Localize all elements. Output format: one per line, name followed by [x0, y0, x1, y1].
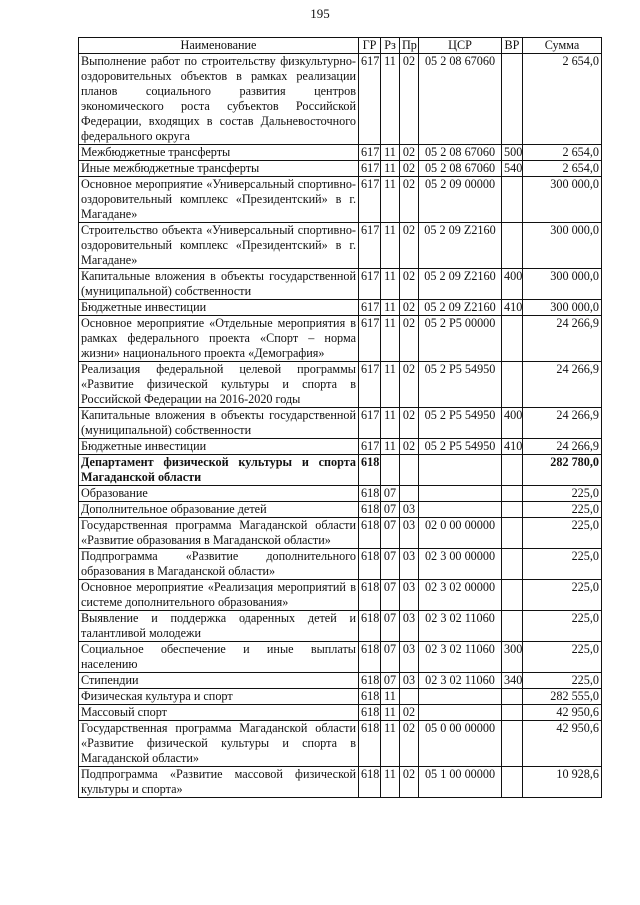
cell-sum: 300 000,0 [523, 300, 602, 316]
cell-rz: 07 [381, 642, 400, 673]
cell-name: Выполнение работ по строительству физкультурно-оздоровительных объектов в рамках реализации планов социального развития центров экономического роста субъектов Российской Федерации, входящих в состав Дальневосточного федерального округа [79, 54, 359, 145]
cell-vr: 500 [502, 145, 523, 161]
cell-pr: 03 [400, 518, 419, 549]
cell-sum: 225,0 [523, 502, 602, 518]
cell-rz: 11 [381, 705, 400, 721]
cell-rz: 11 [381, 408, 400, 439]
table-row [79, 549, 602, 580]
cell-name: Государственная программа Магаданской области «Развитие образования в Магаданской области» [79, 518, 359, 549]
cell-gr: 617 [359, 161, 381, 177]
cell-csr: 05 1 00 00000 [419, 767, 502, 798]
cell-rz [381, 455, 400, 486]
cell-csr: 05 2 08 67060 [419, 54, 502, 145]
cell-gr: 618 [359, 705, 381, 721]
cell-sum: 2 654,0 [523, 161, 602, 177]
cell-sum: 300 000,0 [523, 177, 602, 223]
table-row [79, 408, 602, 439]
cell-rz: 07 [381, 580, 400, 611]
table-row [79, 269, 602, 300]
table-row [79, 177, 602, 223]
cell-gr: 617 [359, 300, 381, 316]
cell-sum: 2 654,0 [523, 54, 602, 145]
cell-pr: 03 [400, 642, 419, 673]
cell-vr [502, 689, 523, 705]
cell-rz: 11 [381, 177, 400, 223]
cell-gr: 617 [359, 316, 381, 362]
cell-rz: 11 [381, 439, 400, 455]
cell-rz: 11 [381, 689, 400, 705]
table-row [79, 689, 602, 705]
cell-csr: 02 3 02 11060 [419, 673, 502, 689]
cell-name: Реализация федеральной целевой программы «Развитие физической культуры и спорта в Российской Федерации на 2016-2020 годы [79, 362, 359, 408]
cell-name: Строительство объекта «Универсальный спортивно-оздоровительный комплекс «Президентский» в г. Магадане» [79, 223, 359, 269]
table-row [79, 767, 602, 798]
cell-sum: 225,0 [523, 549, 602, 580]
cell-csr: 05 2 P5 54950 [419, 439, 502, 455]
header-csr: ЦСР [419, 38, 502, 54]
table-row [79, 705, 602, 721]
cell-pr: 03 [400, 673, 419, 689]
cell-name: Капитальные вложения в объекты государственной (муниципальной) собственности [79, 408, 359, 439]
cell-sum: 225,0 [523, 611, 602, 642]
cell-pr: 02 [400, 269, 419, 300]
cell-sum: 300 000,0 [523, 223, 602, 269]
cell-gr: 617 [359, 269, 381, 300]
cell-vr [502, 518, 523, 549]
cell-vr [502, 721, 523, 767]
cell-gr: 618 [359, 502, 381, 518]
cell-vr [502, 611, 523, 642]
cell-rz: 11 [381, 223, 400, 269]
cell-gr: 618 [359, 642, 381, 673]
cell-name: Бюджетные инвестиции [79, 300, 359, 316]
cell-gr: 618 [359, 455, 381, 486]
cell-name: Межбюджетные трансферты [79, 145, 359, 161]
table-row [79, 455, 602, 486]
cell-name: Подпрограмма «Развитие массовой физической культуры и спорта» [79, 767, 359, 798]
table-row [79, 611, 602, 642]
cell-name: Капитальные вложения в объекты государственной (муниципальной) собственности [79, 269, 359, 300]
cell-pr: 02 [400, 177, 419, 223]
budget-table [78, 37, 602, 798]
cell-rz: 11 [381, 767, 400, 798]
cell-csr [419, 705, 502, 721]
cell-rz: 07 [381, 611, 400, 642]
cell-gr: 618 [359, 549, 381, 580]
cell-name: Выявление и поддержка одаренных детей и талантливой молодежи [79, 611, 359, 642]
cell-gr: 618 [359, 689, 381, 705]
cell-sum: 225,0 [523, 642, 602, 673]
cell-rz: 07 [381, 502, 400, 518]
page-number: 195 [310, 6, 330, 21]
cell-name: Стипендии [79, 673, 359, 689]
cell-sum: 225,0 [523, 580, 602, 611]
cell-csr: 02 3 02 11060 [419, 642, 502, 673]
table-row [79, 362, 602, 408]
cell-csr: 02 0 00 00000 [419, 518, 502, 549]
cell-sum: 282 555,0 [523, 689, 602, 705]
header-gr: ГР [359, 38, 381, 54]
cell-csr [419, 486, 502, 502]
cell-pr: 02 [400, 300, 419, 316]
cell-rz: 11 [381, 269, 400, 300]
table-row [79, 518, 602, 549]
cell-pr: 02 [400, 705, 419, 721]
cell-pr [400, 455, 419, 486]
cell-vr [502, 767, 523, 798]
table-header-row [79, 38, 602, 54]
cell-sum: 42 950,6 [523, 721, 602, 767]
cell-sum: 225,0 [523, 486, 602, 502]
cell-pr [400, 486, 419, 502]
cell-sum: 225,0 [523, 673, 602, 689]
cell-vr [502, 316, 523, 362]
cell-vr: 400 [502, 269, 523, 300]
cell-gr: 618 [359, 767, 381, 798]
table-row [79, 439, 602, 455]
cell-sum: 2 654,0 [523, 145, 602, 161]
cell-gr: 617 [359, 177, 381, 223]
cell-rz: 11 [381, 300, 400, 316]
cell-gr: 618 [359, 673, 381, 689]
cell-name: Физическая культура и спорт [79, 689, 359, 705]
cell-rz: 07 [381, 549, 400, 580]
table-row [79, 502, 602, 518]
cell-gr: 618 [359, 721, 381, 767]
cell-vr [502, 705, 523, 721]
table-row [79, 161, 602, 177]
cell-pr: 02 [400, 161, 419, 177]
cell-name: Иные межбюджетные трансферты [79, 161, 359, 177]
cell-pr: 03 [400, 549, 419, 580]
cell-csr: 05 2 09 Z2160 [419, 300, 502, 316]
cell-csr: 05 2 09 00000 [419, 177, 502, 223]
cell-pr: 02 [400, 54, 419, 145]
cell-pr: 02 [400, 362, 419, 408]
cell-gr: 618 [359, 580, 381, 611]
header-rz: Рз [381, 38, 400, 54]
cell-vr: 340 [502, 673, 523, 689]
cell-gr: 618 [359, 611, 381, 642]
cell-csr: 05 2 P5 00000 [419, 316, 502, 362]
cell-gr: 618 [359, 486, 381, 502]
cell-csr: 05 2 P5 54950 [419, 362, 502, 408]
cell-name: Основное мероприятие «Отдельные мероприятия в рамках федерального проекта «Спорт – норма жизни» национального проекта «Демография» [79, 316, 359, 362]
cell-pr: 02 [400, 439, 419, 455]
cell-name: Бюджетные инвестиции [79, 439, 359, 455]
cell-rz: 07 [381, 486, 400, 502]
cell-vr: 300 [502, 642, 523, 673]
cell-gr: 618 [359, 518, 381, 549]
cell-name: Основное мероприятие «Универсальный спортивно-оздоровительный комплекс «Президентский» в г. Магадане» [79, 177, 359, 223]
cell-gr: 617 [359, 439, 381, 455]
cell-pr: 03 [400, 502, 419, 518]
cell-vr: 410 [502, 300, 523, 316]
cell-sum: 282 780,0 [523, 455, 602, 486]
cell-csr [419, 689, 502, 705]
table-row [79, 642, 602, 673]
cell-csr: 05 2 09 Z2160 [419, 269, 502, 300]
cell-vr [502, 486, 523, 502]
cell-sum: 24 266,9 [523, 316, 602, 362]
cell-pr: 02 [400, 145, 419, 161]
cell-name: Департамент физической культуры и спорта Магаданской области [79, 455, 359, 486]
cell-rz: 11 [381, 54, 400, 145]
cell-sum: 24 266,9 [523, 439, 602, 455]
cell-gr: 617 [359, 54, 381, 145]
cell-csr: 02 3 02 00000 [419, 580, 502, 611]
cell-vr [502, 54, 523, 145]
cell-rz: 07 [381, 673, 400, 689]
cell-gr: 617 [359, 223, 381, 269]
cell-vr: 400 [502, 408, 523, 439]
table-row [79, 721, 602, 767]
cell-vr [502, 549, 523, 580]
cell-sum: 42 950,6 [523, 705, 602, 721]
table-row [79, 54, 602, 145]
table-row [79, 223, 602, 269]
cell-name: Основное мероприятие «Реализация мероприятий в системе дополнительного образования» [79, 580, 359, 611]
cell-csr: 05 2 P5 54950 [419, 408, 502, 439]
cell-csr: 02 3 02 11060 [419, 611, 502, 642]
cell-vr: 540 [502, 161, 523, 177]
header-sum: Сумма [523, 38, 602, 54]
table-row [79, 580, 602, 611]
cell-vr [502, 455, 523, 486]
cell-name: Социальное обеспечение и иные выплаты населению [79, 642, 359, 673]
cell-sum: 300 000,0 [523, 269, 602, 300]
cell-name: Массовый спорт [79, 705, 359, 721]
header-pr: Пр [400, 38, 419, 54]
cell-csr [419, 455, 502, 486]
cell-pr: 02 [400, 223, 419, 269]
cell-sum: 24 266,9 [523, 362, 602, 408]
cell-sum: 10 928,6 [523, 767, 602, 798]
cell-pr: 02 [400, 316, 419, 362]
table-row [79, 486, 602, 502]
cell-sum: 225,0 [523, 518, 602, 549]
cell-vr [502, 580, 523, 611]
cell-sum: 24 266,9 [523, 408, 602, 439]
cell-gr: 617 [359, 408, 381, 439]
cell-vr [502, 177, 523, 223]
cell-vr [502, 362, 523, 408]
cell-rz: 07 [381, 518, 400, 549]
cell-pr: 02 [400, 721, 419, 767]
cell-csr: 02 3 00 00000 [419, 549, 502, 580]
header-vr: ВР [502, 38, 523, 54]
cell-rz: 11 [381, 362, 400, 408]
cell-gr: 617 [359, 362, 381, 408]
cell-name: Подпрограмма «Развитие дополнительного образования в Магаданской области» [79, 549, 359, 580]
table-row [79, 316, 602, 362]
cell-vr [502, 223, 523, 269]
cell-csr: 05 0 00 00000 [419, 721, 502, 767]
header-name: Наименование [79, 38, 359, 54]
cell-gr: 617 [359, 145, 381, 161]
cell-pr: 03 [400, 611, 419, 642]
cell-pr: 02 [400, 408, 419, 439]
cell-csr: 05 2 08 67060 [419, 161, 502, 177]
table-row [79, 300, 602, 316]
cell-csr [419, 502, 502, 518]
table-row [79, 673, 602, 689]
cell-vr: 410 [502, 439, 523, 455]
cell-pr: 03 [400, 580, 419, 611]
cell-csr: 05 2 08 67060 [419, 145, 502, 161]
table-row [79, 145, 602, 161]
cell-vr [502, 502, 523, 518]
cell-name: Образование [79, 486, 359, 502]
cell-name: Дополнительное образование детей [79, 502, 359, 518]
cell-rz: 11 [381, 316, 400, 362]
cell-rz: 11 [381, 145, 400, 161]
cell-rz: 11 [381, 161, 400, 177]
cell-name: Государственная программа Магаданской области «Развитие физической культуры и спорта в Магаданской области» [79, 721, 359, 767]
cell-pr [400, 689, 419, 705]
cell-pr: 02 [400, 767, 419, 798]
cell-rz: 11 [381, 721, 400, 767]
cell-csr: 05 2 09 Z2160 [419, 223, 502, 269]
